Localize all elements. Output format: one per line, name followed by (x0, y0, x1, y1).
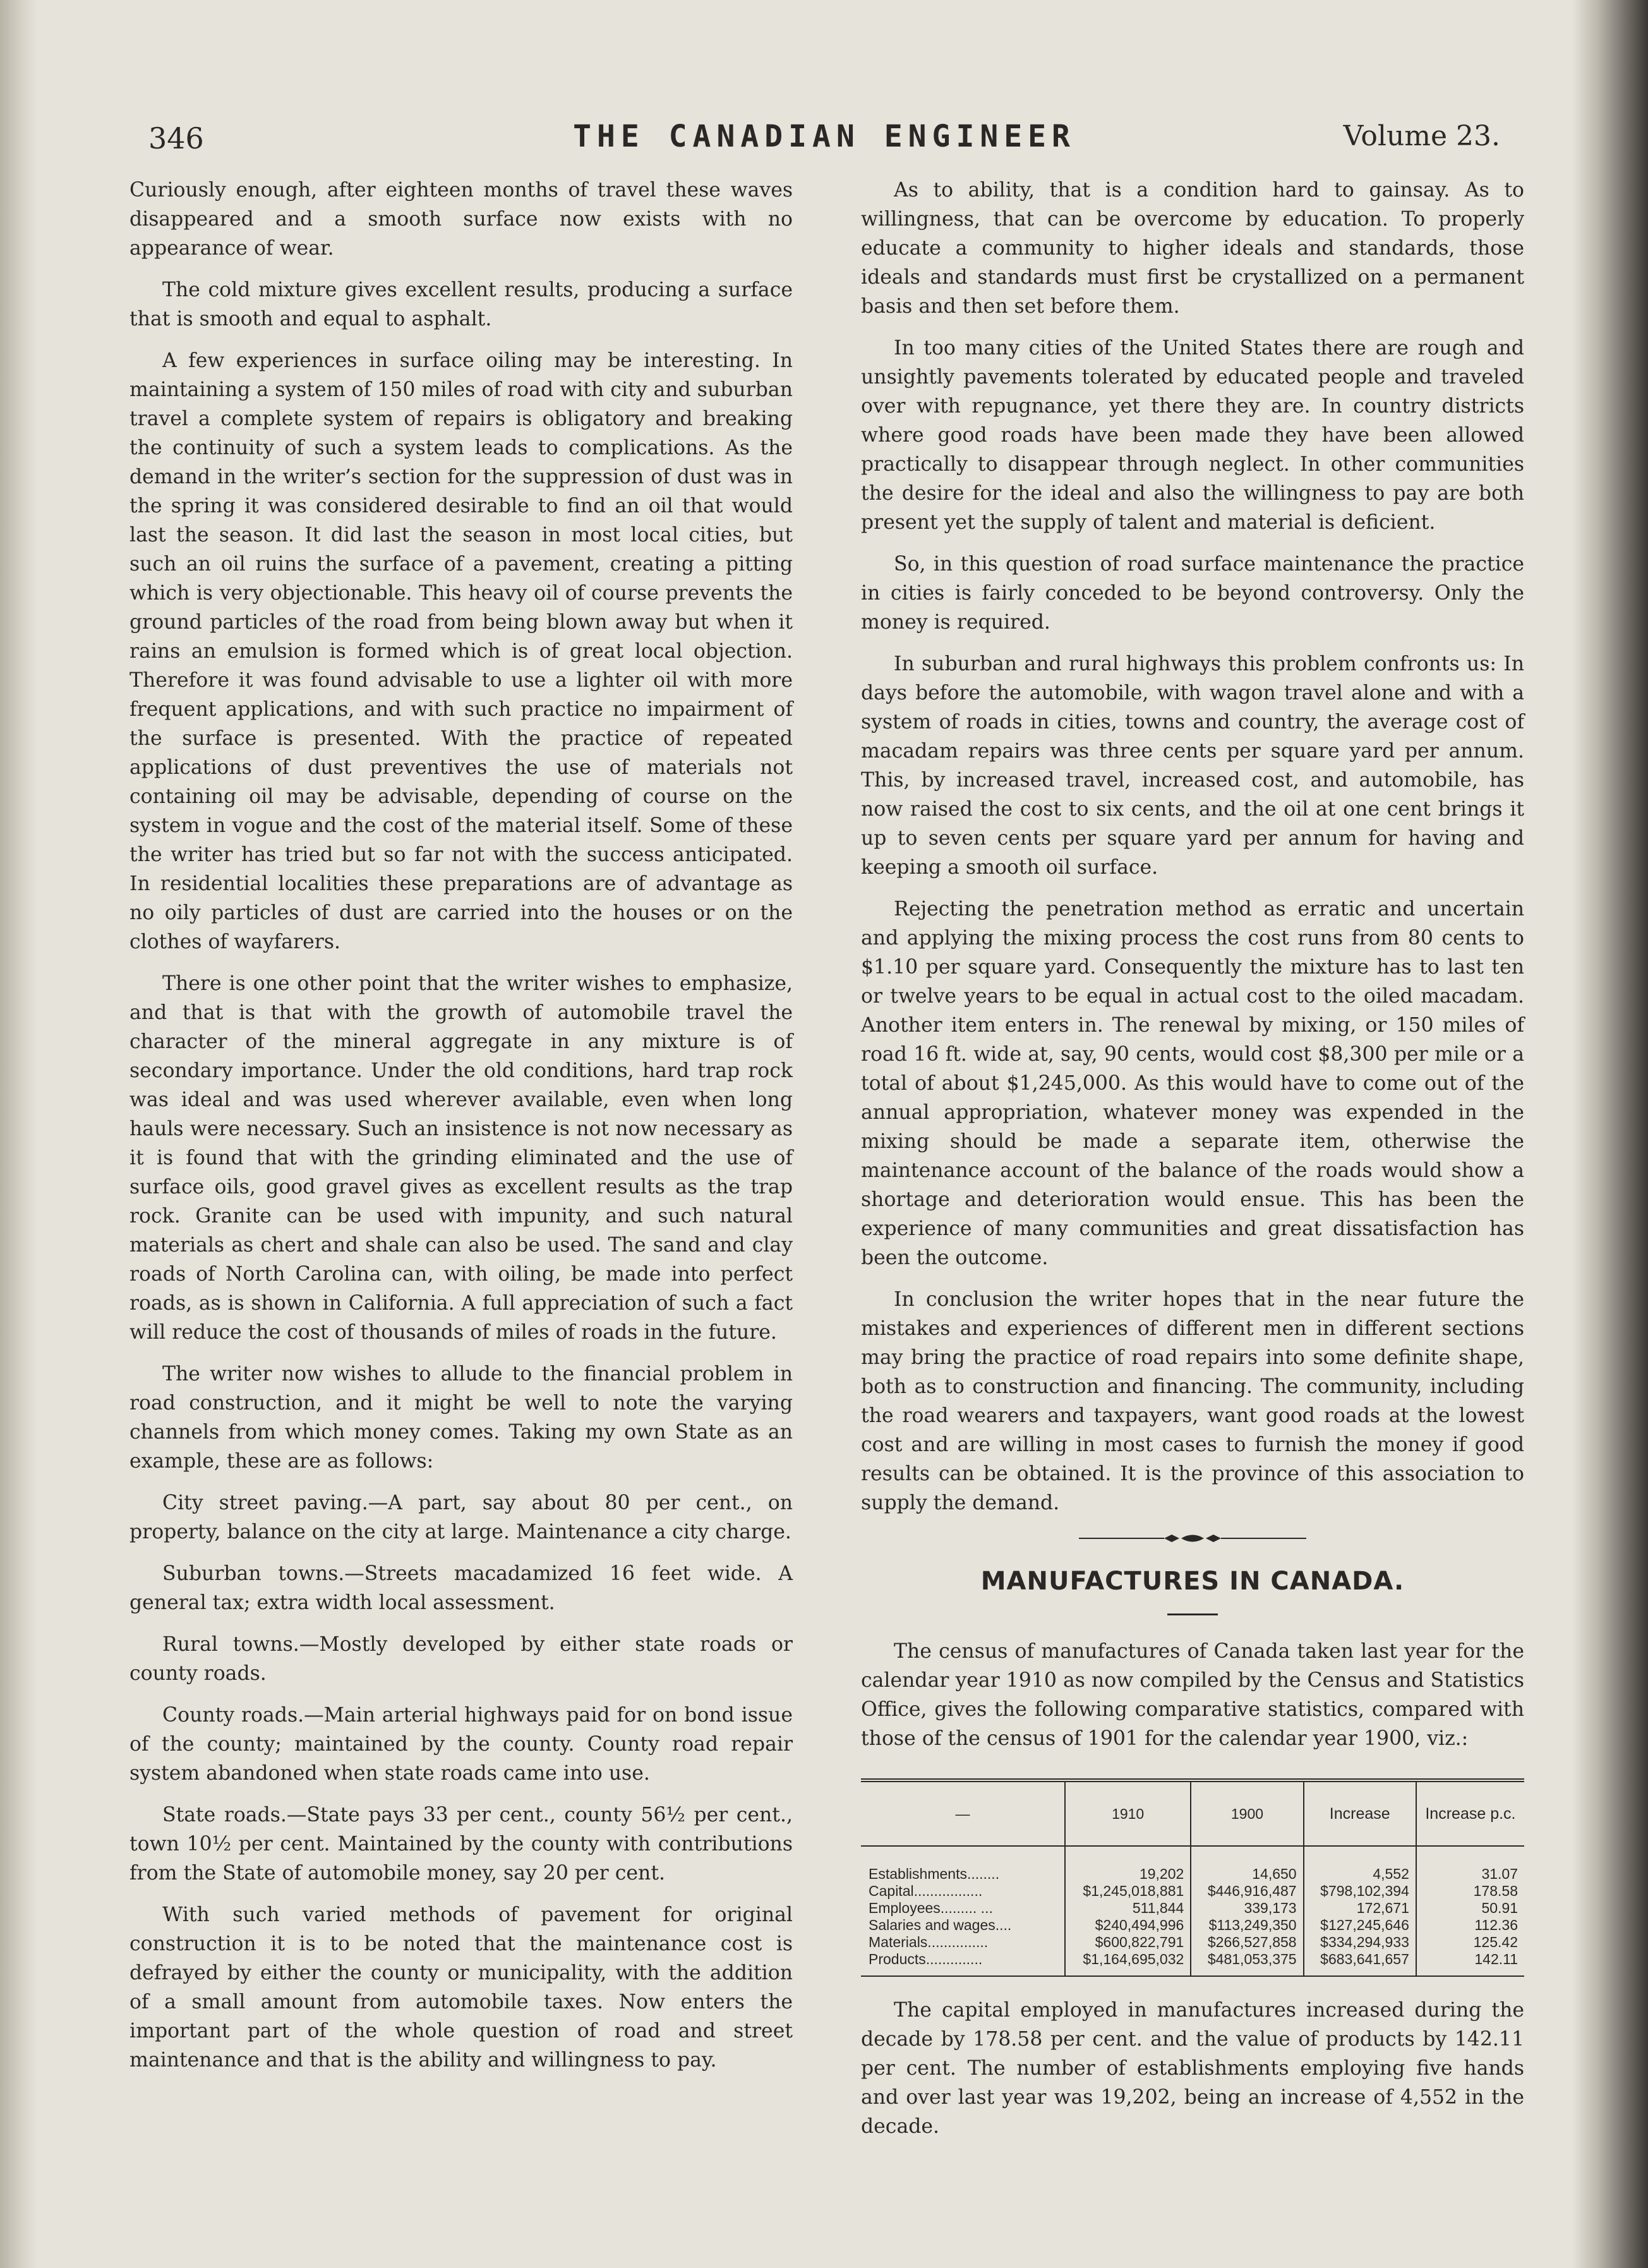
manufactures-table (861, 1778, 1524, 1977)
paragraph: As to ability, that is a condition hard to gainsay. As to willingness, that can be overcome by education. To properly educate a community to higher ideals and standards, those ideals and standards must first be crystallized on a permanent basis and then set before them. (861, 179, 1524, 318)
page-header (148, 112, 1500, 157)
table-cell: 4,552 (1304, 1846, 1416, 1883)
table-cell: 112.36 (1416, 1917, 1524, 1934)
paragraph: County roads.—Main arterial highways paid for on bond issue of the county; maintained by the county. County road repair system abandoned when state roads came into use. (129, 1704, 793, 1785)
paragraph: State roads.—State pays 33 per cent., county 56½ per cent., town 10½ per cent. Maintained by the county with contributions from the State of automobile money, say 20 per cent. (129, 1804, 793, 1885)
left-column (129, 176, 793, 2087)
paragraph: The cold mixture gives excellent results, producing a surface that is smooth and equal to asphalt. (129, 279, 793, 330)
table-row (861, 1934, 1524, 1951)
table-cell: $127,245,646 (1304, 1917, 1416, 1934)
paragraph: In too many cities of the United States there are rough and unsightly pavements tolerated by educated people and traveled over with repugnance, yet there they are. In country districts where good roads have been made they have been allowed practically to disappear through neglect. In other communities the desire for the ideal and also the willingness to pay are both present yet the supply of talent and material is deficient. (861, 337, 1524, 534)
table-row (861, 1917, 1524, 1934)
table-cell: $446,916,487 (1191, 1883, 1303, 1900)
paragraph: With such varied methods of pavement for original construction it is to be noted that the maintenance cost is defrayed by either the county or municipality, with the addition of a small amount from automobile taxes. Now enters the important part of the whole question of road and street maintenance and that is the ability and willingness to pay. (129, 1903, 793, 2072)
page-edge-left (0, 0, 38, 2268)
table-row (861, 1883, 1524, 1900)
section-title: MANUFACTURES IN CANADA. (980, 1567, 1405, 1596)
paragraph: The capital employed in manufactures increased during the decade by 178.58 per cent. and the value of products by 142.11 per cent. The number of establishments employing five hands and over last year was 19,202, being an increase of 4,552 in the decade. (861, 1999, 1524, 2138)
paragraph: So, in this question of road surface maintenance the practice in cities is fairly conceded to be beyond controversy. Only the money is required. (861, 553, 1524, 634)
paragraph: In conclusion the writer hopes that in the near future the mistakes and experiences of different men in different sections may bring the practice of road repairs into some definite shape, both as to construction and financing. The community, including the road wearers and taxpayers, want good roads at the lowest cost and are willing in most cases to furnish the money if good results can be obtained. It is the province of this association to supply the demand. (861, 1288, 1524, 1514)
table-cell: Products.............. (869, 1951, 983, 1967)
table-cell: Establishments........ (869, 1866, 1000, 1882)
table-cell: $240,494,996 (1065, 1917, 1191, 1934)
table-row (861, 1900, 1524, 1917)
paragraph: Curiously enough, after eighteen months of travel these waves disappeared and a smooth surface now exists with no appearance of wear. (129, 179, 793, 260)
table-cell: $481,053,375 (1191, 1951, 1303, 1976)
table-header-cell: 1900 (1191, 1780, 1303, 1846)
paragraph: Suburban towns.—Streets macadamized 16 feet wide. A general tax; extra width local assessment. (129, 1562, 793, 1614)
paragraph: There is one other point that the writer wishes to emphasize, and that is that with the growth of automobile travel the character of the mineral aggregate in any mixture is of secondary importance. Under the old conditions, hard trap rock was ideal and was used wherever available, even when long hauls were necessary. Such an insistence is not now necessary as it is found that with the grinding eliminated and the use of surface oils, good gravel gives as excellent results as the trap rock. Granite can be used with impunity, and such natural materials as chert and shale can also be used. The sand and clay roads of North Carolina can, with oiling, be made into perfect roads, as is shown in California. A full appreciation of such a fact will reduce the cost of thousands of miles of roads in the future. (129, 972, 793, 1344)
table-header-cell: 1910 (1065, 1780, 1191, 1846)
table-row (861, 1951, 1524, 1976)
page-edge-right (1572, 0, 1648, 2268)
paragraph: In suburban and rural highways this problem confronts us: In days before the automobile, with wagon travel alone and with a system of roads in cities, towns and country, the average cost of macadam repairs was three cents per square yard per annum. This, by increased travel, increased cost, and automobile, has now raised the cost to six cents, and the oil at one cent brings it up to seven cents per square yard per annum for having and keeping a smooth oil surface. (861, 653, 1524, 879)
table-cell: $113,249,350 (1191, 1917, 1303, 1934)
paragraph: The census of manufactures of Canada taken last year for the calendar year 1910 as now compiled by the Census and Statistics Office, gives the following comparative statistics, compared with those of the census of 1901 for the calendar year 1900, viz.: (861, 1640, 1524, 1750)
table-cell: Capital................. (869, 1883, 983, 1899)
table-cell: 50.91 (1416, 1900, 1524, 1917)
section-divider-ornament (1079, 1530, 1306, 1547)
table-cell: $334,294,933 (1304, 1934, 1416, 1951)
table-header-row (861, 1780, 1524, 1846)
journal-title: THE CANADIAN ENGINEER (573, 119, 1076, 154)
paragraph: A few experiences in surface oiling may be interesting. In maintaining a system of 150 miles of road with city and suburban travel a complete system of repairs is obligatory and breaking the continuity of such a system leads to complications. As the demand in the writer’s section for the suppression of dust was in the spring it was considered desirable to find an oil that would last the season. It did last the season in most local cities, but such an oil ruins the surface of a pavement, creating a pitting which is very objectionable. This heavy oil of course prevents the ground particles of the road from being blown away but when it rains an emulsion is formed which is of great local objection. Therefore it was found advisable to use a lighter oil with more frequent applications, and with such practice no impairment of the surface is presented. With the practice of repeated applications of dust preventives the use of materials not containing oil may be advisable, depending of course on the system in vogue and the cost of the material itself. Some of these the writer has tried but so far not with the success anticipated. In residential localities these preparations are of advantage as no oily particles of dust are carried into the houses or on the clothes of wayfarers. (129, 349, 793, 953)
table-cell: 19,202 (1065, 1846, 1191, 1883)
table-cell: $1,245,018,881 (1065, 1883, 1191, 1900)
table-header-cell: Increase (1304, 1780, 1416, 1846)
table-cell: 125.42 (1416, 1934, 1524, 1951)
table-header-cell: — (861, 1780, 1065, 1846)
table-cell: 172,671 (1304, 1900, 1416, 1917)
right-column (861, 176, 1524, 2154)
table-cell: Salaries and wages.... (869, 1917, 1012, 1933)
table-cell: $266,527,858 (1191, 1934, 1303, 1951)
table-header-cell: Increase p.c. (1416, 1780, 1524, 1846)
paragraph: Rejecting the penetration method as erratic and uncertain and applying the mixing process the cost runs from 80 cents to $1.10 per square yard. Consequently the mixture has to last ten or twelve years to be equal in actual cost to the oiled macadam. Another item enters in. The renewal by mixing, or 150 miles of road 16 ft. wide at, say, 90 cents, would cost $8,300 per mile or a total of about $1,245,000. As this would have to come out of the annual appropriation, whatever money was expended in the mixing should be made a separate item, otherwise the maintenance account of the balance of the roads would show a shortage and deterioration would ensue. This has been the experience of many communities and great dissatisfaction has been the outcome. (861, 898, 1524, 1269)
table-cell: $798,102,394 (1304, 1883, 1416, 1900)
table-cell: 31.07 (1416, 1846, 1524, 1883)
page-number: 346 (148, 121, 204, 155)
title-rule (1167, 1614, 1218, 1615)
table-cell: 142.11 (1416, 1951, 1524, 1976)
table-cell: 511,844 (1065, 1900, 1191, 1917)
table-cell: $600,822,791 (1065, 1934, 1191, 1951)
table-cell: $683,641,657 (1304, 1951, 1416, 1976)
table-cell: Materials............... (869, 1934, 989, 1950)
table-cell: Employees......... ... (869, 1900, 993, 1916)
paragraph: City street paving.—A part, say about 80 per cent., on property, balance on the city at large. Maintenance a city charge. (129, 1492, 793, 1543)
table-cell: 178.58 (1416, 1883, 1524, 1900)
volume-label: Volume 23. (1343, 120, 1500, 152)
paragraph: Rural towns.—Mostly developed by either state roads or county roads. (129, 1633, 793, 1685)
table-cell: 339,173 (1191, 1900, 1303, 1917)
table-cell: $1,164,695,032 (1065, 1951, 1191, 1976)
paragraph: The writer now wishes to allude to the financial problem in road construction, and it might be well to note the varying channels from which money comes. Taking my own State as an example, these are as follows: (129, 1363, 793, 1473)
table-cell: 14,650 (1191, 1846, 1303, 1883)
table-row (861, 1846, 1524, 1883)
